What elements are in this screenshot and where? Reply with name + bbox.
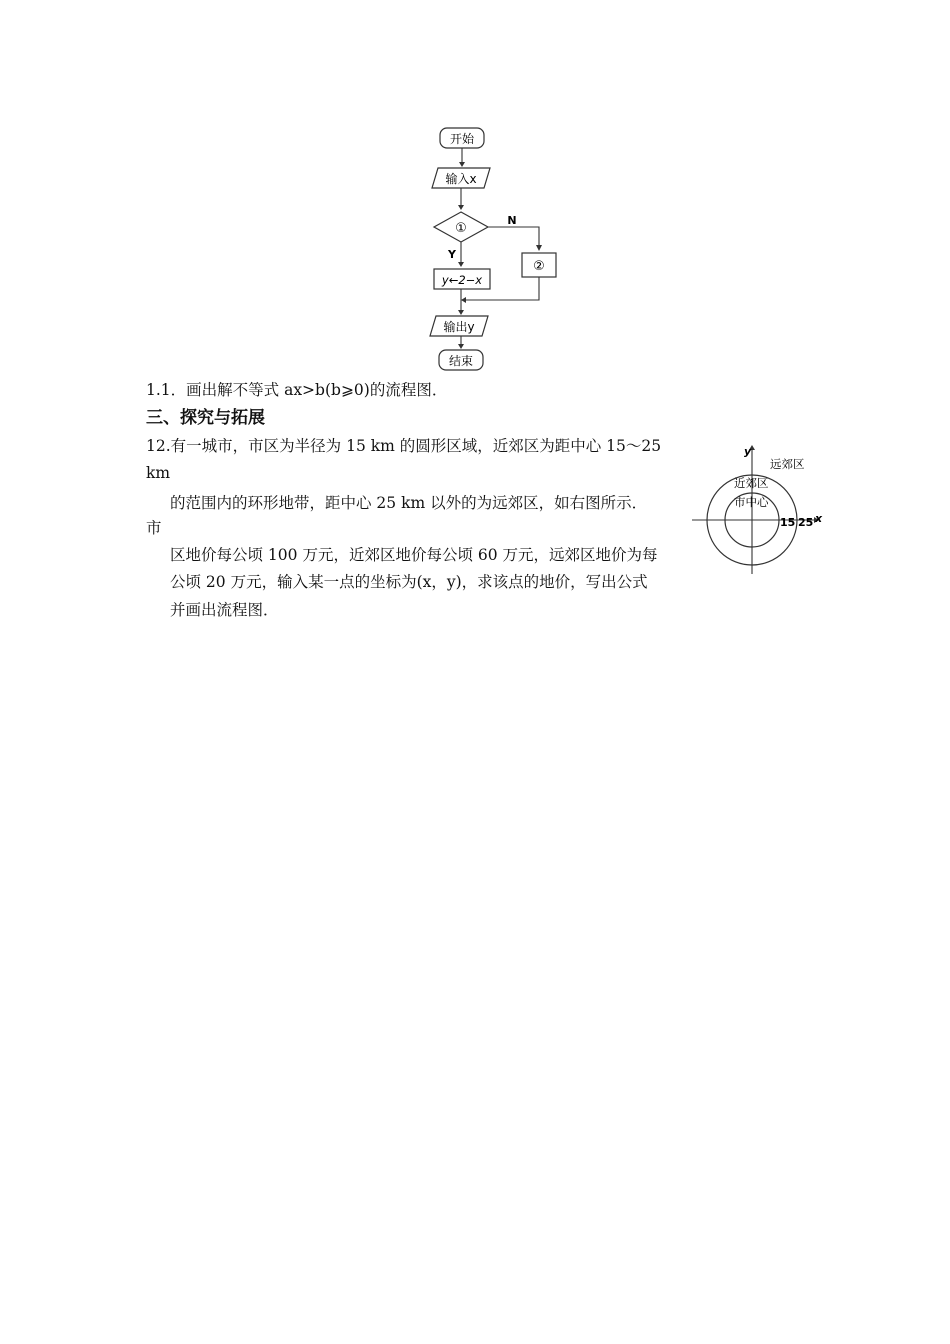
tick-15-label: 15 [780, 516, 796, 529]
tick-25-label: 25 [798, 516, 814, 529]
flow-start-label: 开始 [449, 132, 475, 146]
question-12-line-4: 市 [146, 519, 162, 537]
question-12-line-1: 12.有一城市，市区为半径为 15 km 的圆形区域，近郊区为距中心 15～25 [146, 437, 662, 455]
question-11: 1.1．画出解不等式 ax>b(b⩾0)的流程图． [146, 381, 448, 399]
question-12-line-2: km [146, 464, 171, 482]
question-12-line-7: 并画出流程图． [170, 601, 279, 619]
flow-branch-yes: Y [448, 248, 456, 261]
flow-decision-label: ① [455, 221, 467, 236]
flowchart [420, 120, 570, 375]
zone-figure [688, 440, 828, 575]
flow-output-label: 输出y [443, 320, 475, 334]
question-12-line-5: 区地价每公顷 100 万元，近郊区地价每公顷 60 万元，远郊区地价为每 [170, 546, 658, 564]
axis-x-label: x [815, 512, 823, 525]
section-heading: 三、探究与拓展 [146, 408, 265, 428]
flow-input-label: 输入x [445, 172, 477, 186]
question-12-line-3: 的范围内的环形地带，距中心 25 km 以外的为远郊区，如右图所示． [170, 494, 648, 512]
flow-branch-no: N [507, 214, 517, 227]
flow-end-label: 结束 [448, 354, 474, 368]
flow-process2-label: ② [533, 259, 545, 274]
question-12-line-6: 公顷 20 万元，输入某一点的坐标为(x，y)，求该点的地价，写出公式 [170, 573, 648, 591]
flow-assign-label: y←2−x [441, 273, 483, 287]
near-zone-label: 近郊区 [734, 476, 769, 490]
axis-y-label: y [744, 445, 752, 458]
center-zone-label: 市中心 [734, 495, 769, 509]
far-zone-label: 远郊区 [770, 457, 805, 471]
